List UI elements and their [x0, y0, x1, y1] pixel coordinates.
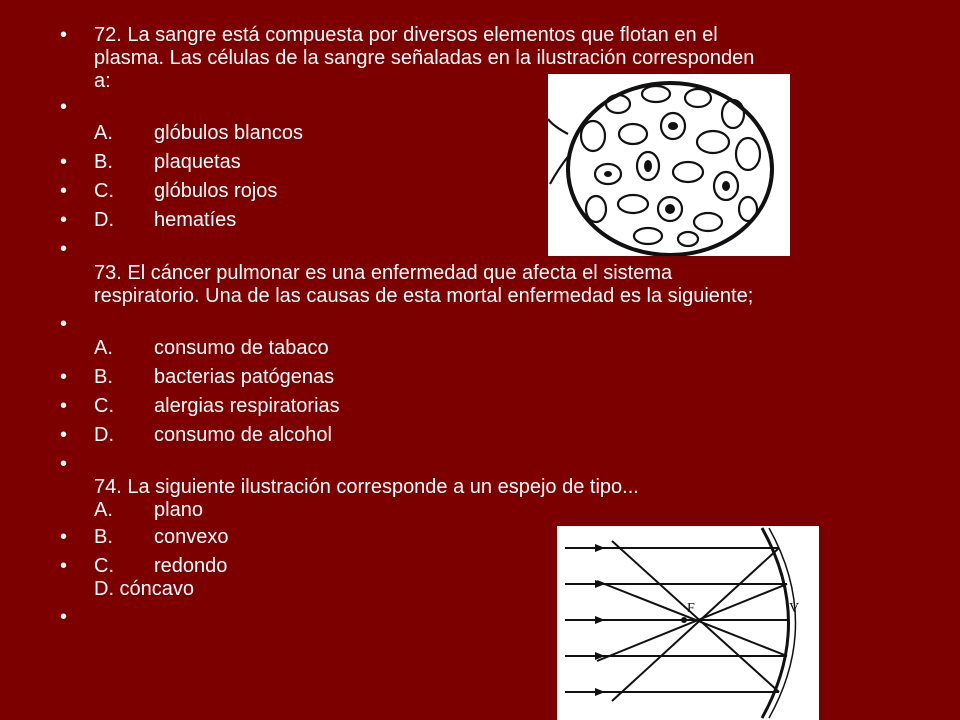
option-text: plaquetas: [154, 151, 241, 173]
bullet: •: [60, 526, 68, 548]
option-text: glóbulos rojos: [154, 180, 278, 202]
q74-option-a: [94, 499, 894, 522]
bullet: •: [60, 180, 68, 202]
option-letter: A.: [94, 337, 113, 359]
reflected-ray: [597, 584, 787, 661]
option-letter: D.: [94, 424, 114, 446]
bullet: •: [60, 151, 68, 173]
q72-stem-line: a:: [94, 70, 111, 92]
option-letter: C.: [94, 180, 114, 202]
bullet: •: [60, 555, 68, 577]
option-text: glóbulos blancos: [154, 122, 303, 144]
option-letter: A.: [94, 499, 113, 521]
bullet: •: [60, 313, 68, 335]
bullet: •: [60, 395, 68, 417]
pointer-line: [548, 119, 568, 134]
bullet: •: [60, 366, 68, 388]
bullet: •: [60, 424, 68, 446]
bullet: •: [60, 24, 68, 46]
bullet: •: [60, 209, 68, 231]
bullet: •: [60, 453, 68, 475]
mirror-drawing: [557, 526, 819, 720]
blood-cells-illustration: [548, 74, 790, 256]
mirror-diagram: [557, 526, 819, 720]
option-text: hematíes: [154, 209, 237, 231]
option-text: alergias respiratorias: [154, 395, 340, 417]
mirror-back: [769, 528, 796, 718]
option-letter: B.: [94, 526, 113, 548]
bullet: •: [60, 96, 68, 118]
option-text: plano: [154, 499, 203, 521]
reflected-ray: [612, 548, 779, 701]
focus-point: [681, 617, 687, 623]
bullet: •: [60, 238, 68, 260]
option-letter: C.: [94, 555, 114, 577]
option-text: redondo: [154, 555, 228, 577]
blood-cells-drawing: [548, 74, 790, 256]
option-letter: D.: [94, 209, 114, 231]
q72-stem-line: plasma. Las células de la sangre señaladas en la ilustración corresponden: [94, 47, 755, 69]
reflected-ray: [612, 541, 779, 692]
focus-label: F: [687, 601, 695, 616]
q73-stem-line: respiratorio. Una de las causas de esta mortal enfermedad es la siguiente;: [94, 285, 754, 307]
option-letter: B.: [94, 151, 113, 173]
option-letter: B.: [94, 366, 113, 388]
q72-stem-line: 72. La sangre está compuesta por diversos elementos que flotan en el: [94, 24, 718, 46]
bullet: •: [60, 606, 68, 628]
q74-stem-line: 74. La siguiente ilustración corresponde a un espejo de tipo...: [94, 476, 639, 498]
option-text: consumo de alcohol: [154, 424, 332, 446]
option-text: consumo de tabaco: [154, 337, 329, 359]
q73-stem-line: 73. El cáncer pulmonar es una enfermedad que afecta el sistema: [94, 262, 673, 284]
option-letter: C.: [94, 395, 114, 417]
option-text: convexo: [154, 526, 229, 548]
option-letter: A.: [94, 122, 113, 144]
vertex-label: V: [789, 601, 800, 616]
option-text: bacterias patógenas: [154, 366, 335, 388]
microscope-field-circle: [568, 83, 772, 255]
reflected-ray: [597, 581, 787, 656]
q74-option-d: D. cóncavo: [94, 578, 195, 600]
